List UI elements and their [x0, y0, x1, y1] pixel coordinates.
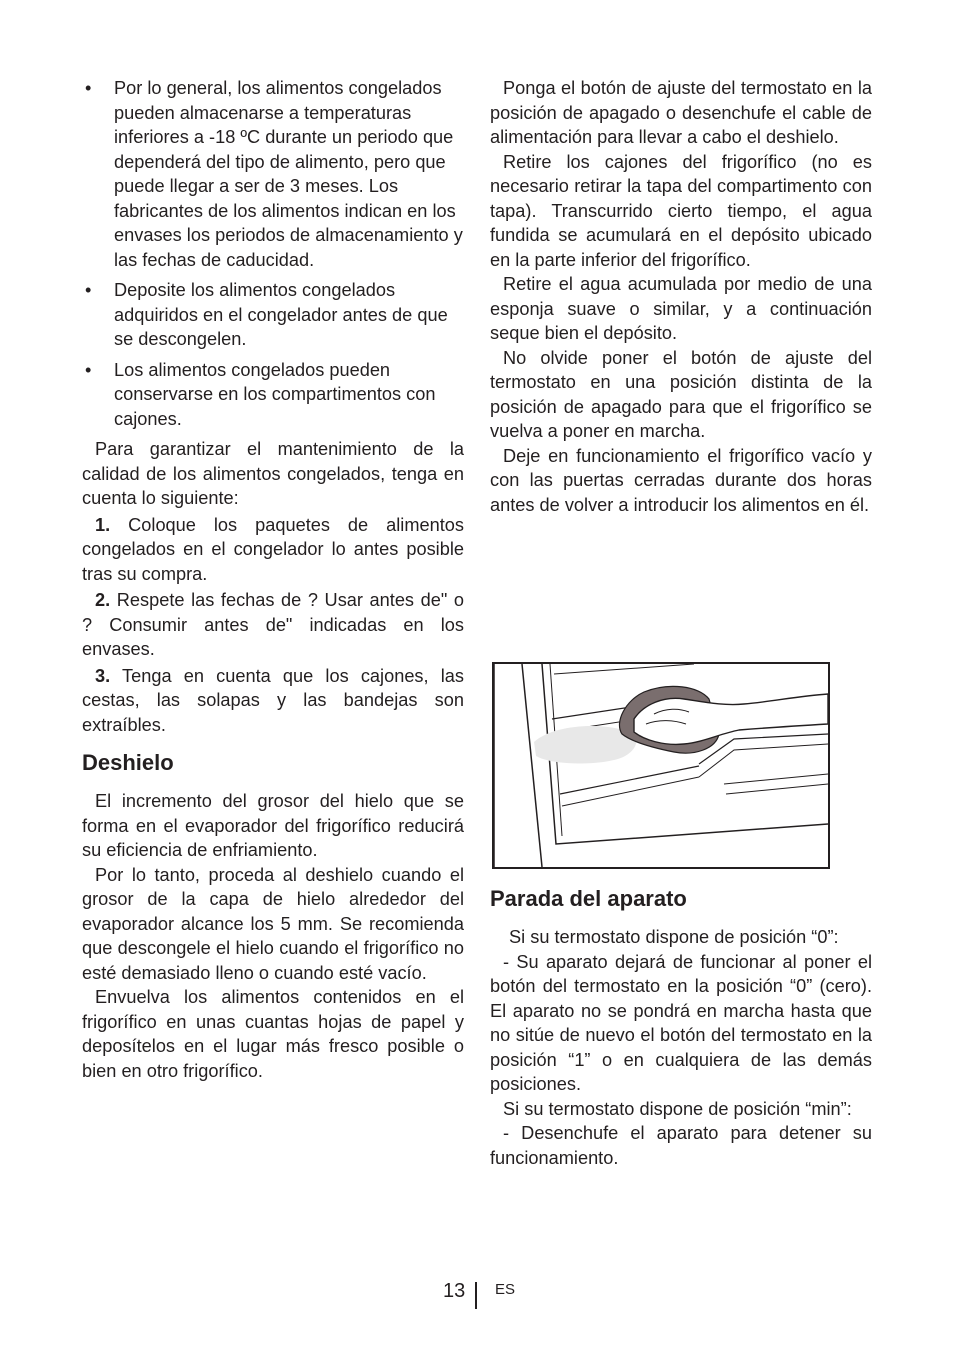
bullet-item [82, 76, 464, 272]
step-text: Tenga en cuenta que los cajones, las cestas, las solapas y las bandejas son extraíbles. [82, 665, 464, 735]
deshielo-paragraph: El incremento del grosor del hielo que se forma en el evaporador del frigorífico reducirá su eficiencia de enfriamiento. [82, 791, 464, 860]
step-text: Respete las fechas de ? Usar antes de" o ? Consumir antes de" indicadas en los envases. [82, 590, 464, 659]
parada-paragraph: Si su termostato dispone de posición “min”: [503, 1098, 852, 1119]
deshielo-paragraph: Por lo tanto, proceda al deshielo cuando el grosor de la capa de hielo alrededor del evaporador alcance los 5 mm. Se recomienda que descongele el hielo cuando el frigorífico no esté demasiado lleno o cuando esté vacío. [82, 864, 464, 983]
bullet-symbol: • [85, 78, 92, 98]
language-code: ES [495, 1281, 516, 1298]
step-number: 1. [95, 514, 111, 535]
defrost-illustration [492, 662, 830, 869]
bullet-symbol: • [85, 359, 92, 380]
step-item [82, 664, 464, 738]
defrost-step-paragraph: Ponga el botón de ajuste del termostato en la posición de apagado o desenchufe el cable de alimentación para llevar a cabo el deshielo. [490, 78, 872, 147]
bullet-item [82, 358, 464, 432]
defrost-step-paragraph: Retire el agua acumulada por medio de una esponja suave o similar, y a continuación seque bien el depósito. [490, 274, 872, 343]
step-item [82, 588, 464, 662]
hand-wiping-fridge-image [494, 664, 828, 867]
bullet-symbol: • [85, 280, 92, 300]
bullet-item [82, 278, 464, 352]
parada-section [490, 885, 872, 1170]
right-column [490, 76, 872, 517]
step-text: Coloque los paquetes de alimentos congelados en el congelador lo antes posible tras su compra. [82, 514, 464, 584]
defrost-step-paragraph: No olvide poner el botón de ajuste del termostato en una posición distinta de la posición de apagado para que el frigorífico se vuelva a poner en marcha. [490, 347, 872, 441]
deshielo-paragraph: Envuelva los alimentos contenidos en el frigorífico en unas cuantas hojas de papel y deposítelos en el lugar más fresco posible o bien en otro frigorífico. [82, 987, 464, 1081]
storage-bullet-list [82, 76, 464, 431]
parada-paragraph: - Desenchufe el aparato para detener su funcionamiento. [490, 1123, 872, 1168]
deshielo-heading: Deshielo [82, 750, 174, 775]
bullet-text: Los alimentos congelados pueden conservarse en los compartimentos con cajones. [114, 359, 436, 429]
left-column [82, 76, 464, 1083]
defrost-step-paragraph: Deje en funcionamiento el frigorífico vacío y con las puertas cerradas durante dos horas antes de volver a introducir los alimentos en él. [490, 445, 872, 515]
defrost-step-paragraph: Retire los cajones del frigorífico (no es necesario retirar la tapa del compartimento con tapa). Transcurrido cierto tiempo, el agua fundida se acumulará en el depósito ubicado en la parte inferior del frigorífico. [490, 151, 872, 270]
step-number: 2. [95, 590, 111, 610]
bullet-text: Por lo general, los alimentos congelados pueden almacenarse a temperaturas inferiores a -18 ºC durante un periodo que dependerá del tipo de alimento, pero que puede llegar a ser de 3 meses. Los fabricantes de los alimentos indican en los envases los periodos de almacenamiento y las fechas de caducidad. [114, 78, 463, 270]
page-number: 13 [443, 1280, 466, 1302]
parada-heading: Parada del aparato [490, 886, 687, 911]
step-item [82, 513, 464, 587]
parada-paragraph: Si su termostato dispone de posición “0”: [509, 927, 839, 947]
step-number: 3. [95, 665, 111, 686]
frozen-food-intro: Para garantizar el mantenimiento de la calidad de los alimentos congelados, tenga en cuenta lo siguiente: [82, 439, 464, 508]
footer-divider [475, 1282, 477, 1309]
parada-paragraph: - Su aparato dejará de funcionar al poner el botón del termostato en la posición “0” (cero). El aparato no se pondrá en marcha hasta que no sitúe de nuevo el botón del termostato en la posición “1” o en cualquiera de las demás posiciones. [490, 951, 872, 1094]
bullet-text: Deposite los alimentos congelados adquiridos en el congelador antes de que se descongelen. [114, 280, 448, 349]
